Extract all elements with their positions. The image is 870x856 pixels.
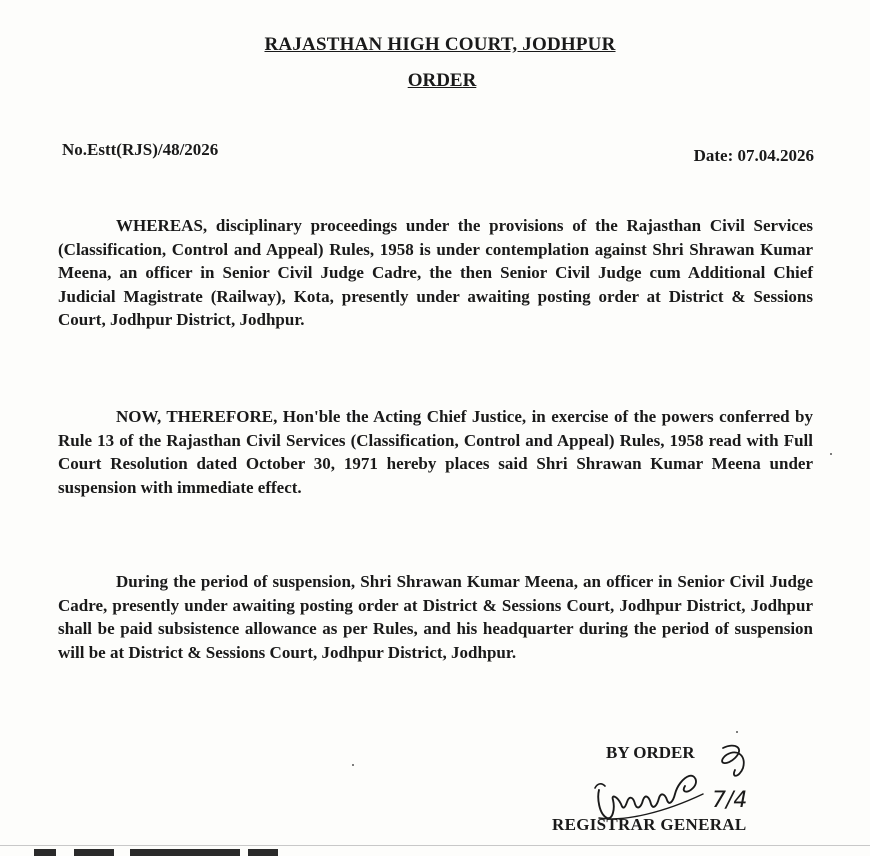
court-name-heading: RAJASTHAN HIGH COURT, JODHPUR bbox=[264, 34, 616, 55]
scan-speck bbox=[736, 731, 738, 733]
order-date: Date: 07.04.2026 bbox=[693, 146, 814, 165]
paragraph-whereas: WHEREAS, disciplinary proceedings under the provisions of the Rajasthan Civil Services (Classification, Control and Appeal) Rules, 1958 is under contemplation against Shri Shrawan Kumar Meena, an officer in Senior Civil Judge Cadre, the then Senior Civil Judge cum Additional Chief Judicial Magistrate (Railway), Kota, presently under awaiting posting order at District & Sessions Court, Jodhpur District, Jodhpur. bbox=[58, 216, 813, 330]
scan-speck bbox=[830, 453, 832, 455]
by-order-label: BY ORDER bbox=[606, 743, 695, 762]
registrar-general-label: REGISTRAR GENERAL bbox=[552, 815, 747, 834]
paragraph-suspension-terms: During the period of suspension, Shri Shrawan Kumar Meena, an officer in Senior Civil Judge Cadre, presently under awaiting posting order at District & Sessions Court, Jodhpur District, Jodhpur shall be paid subsistence allowance as per Rules, and his headquarter during the period of suspension will be at District & Sessions Court, Jodhpur District, Jodhpur. bbox=[58, 572, 813, 662]
order-title: ORDER bbox=[407, 70, 477, 91]
scan-speck bbox=[352, 764, 354, 766]
reference-number: No.Estt(RJS)/48/2026 bbox=[62, 140, 219, 159]
signature-date-mark: 7/4 bbox=[712, 788, 748, 813]
paragraph-now-therefore: NOW, THEREFORE, Hon'ble the Acting Chief Justice, in exercise of the powers conferred by Rule 13 of the Rajasthan Civil Services (Classification, Control and Appeal) Rules, 1958 read with Full Court Resolution dated October 30, 1971 hereby places said Shri Shrawan Kumar Meena under suspension with immediate effect. bbox=[58, 407, 813, 497]
